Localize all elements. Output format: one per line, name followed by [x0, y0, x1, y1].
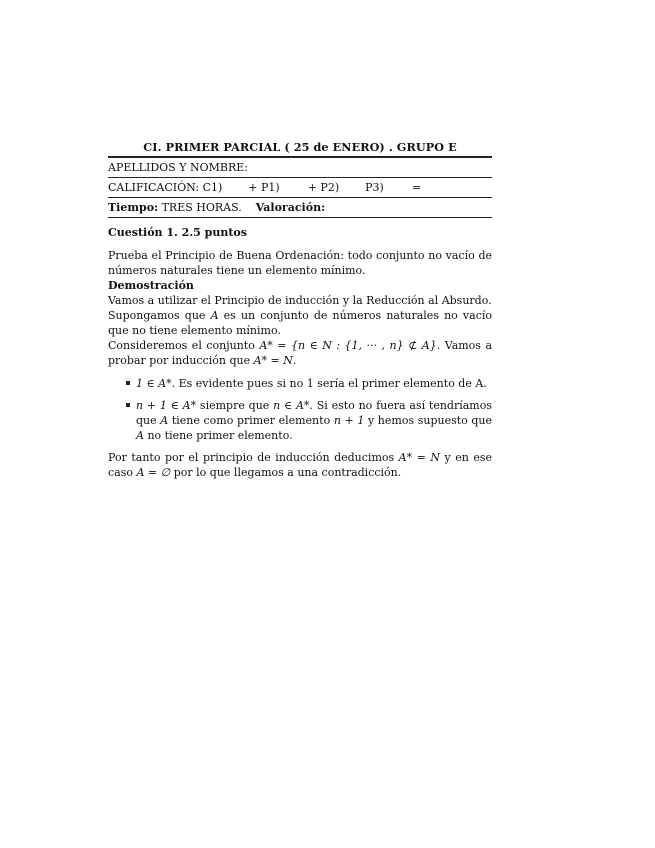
proof-heading: Demostración [108, 279, 194, 292]
text-span: tiene como primer elemento [168, 414, 334, 427]
grade-p1: + P1) [248, 181, 280, 194]
question-statement [108, 248, 492, 368]
text-span: . Es evidente pues si no 1 sería el primer elemento de A. [171, 377, 487, 390]
math-var: A [160, 414, 169, 427]
math-expression: A* = {n ∈ N : {1, ··· , n} ⊄ A} [259, 339, 437, 352]
math-expression: A* = N [398, 451, 440, 464]
time-rule [108, 217, 492, 218]
text-span: . Vamos a probar por inducción que [108, 339, 493, 367]
grade-equals: = [411, 181, 422, 194]
bullet-square-icon [126, 381, 130, 385]
proof-line-3 [108, 338, 492, 368]
math-var: A [136, 429, 144, 442]
induction-steps [108, 376, 492, 443]
list-item [108, 376, 492, 391]
text-span: siempre que [196, 399, 274, 412]
math-expression: n + 1 ∈ A* [136, 399, 197, 412]
time-label: Tiempo: [108, 201, 159, 214]
list-item [108, 398, 492, 443]
text-span: y en ese caso [108, 451, 493, 479]
text-span: es un conjunto de números naturales no vacío que no tiene elemento mínimo. [108, 309, 493, 337]
time-row [108, 198, 492, 217]
math-expression: n + 1 [333, 414, 365, 427]
exam-title: CI. PRIMER PARCIAL ( 25 de ENERO) . GRUPO E [143, 140, 457, 154]
statement-text: Prueba el Principio de Buena Ordenación: todo conjunto no vacío de números naturales tiene un elemento mínimo. [108, 249, 492, 277]
conclusion-text [108, 450, 492, 480]
exam-content [108, 140, 492, 480]
grade-c1: C1) [202, 181, 223, 194]
grade-p3: P3) [365, 181, 384, 194]
math-expression: A = ∅ [136, 466, 171, 479]
name-row [108, 158, 492, 177]
proof-line-1: Vamos a utilizar el Principio de inducción y la Reducción al Absurdo. [108, 294, 492, 307]
bullet-square-icon [126, 403, 130, 407]
text-span: Por tanto por el principio de inducción deducimos [108, 451, 399, 464]
name-label: APELLIDOS Y NOMBRE: [108, 161, 248, 174]
text-span: por lo que llegamos a una contradicción. [170, 466, 402, 479]
grade-p2: + P2) [307, 181, 340, 194]
text-span: Consideremos el conjunto [108, 339, 260, 352]
math-var: A [210, 309, 219, 322]
math-expression: 1 ∈ A* [136, 377, 172, 390]
grade-row [108, 178, 492, 197]
question-heading: Cuestión 1. 2.5 puntos [108, 226, 247, 239]
math-expression: A* = N [253, 354, 293, 367]
time-value: TRES HORAS. [161, 201, 242, 214]
valuation-label: Valoración: [255, 201, 326, 214]
text-span: no tiene primer elemento. [143, 429, 293, 442]
conclusion [108, 450, 492, 480]
proof-line-2 [108, 308, 492, 338]
text-span: . Si esto no fuera así tendríamos que [136, 399, 493, 427]
math-expression: n ∈ A* [273, 399, 310, 412]
text-span: . [292, 354, 297, 367]
text-span: Supongamos que [108, 309, 211, 322]
text-span: y hemos supuesto que [364, 414, 493, 427]
grade-label: CALIFICACIÓN: [108, 181, 200, 194]
